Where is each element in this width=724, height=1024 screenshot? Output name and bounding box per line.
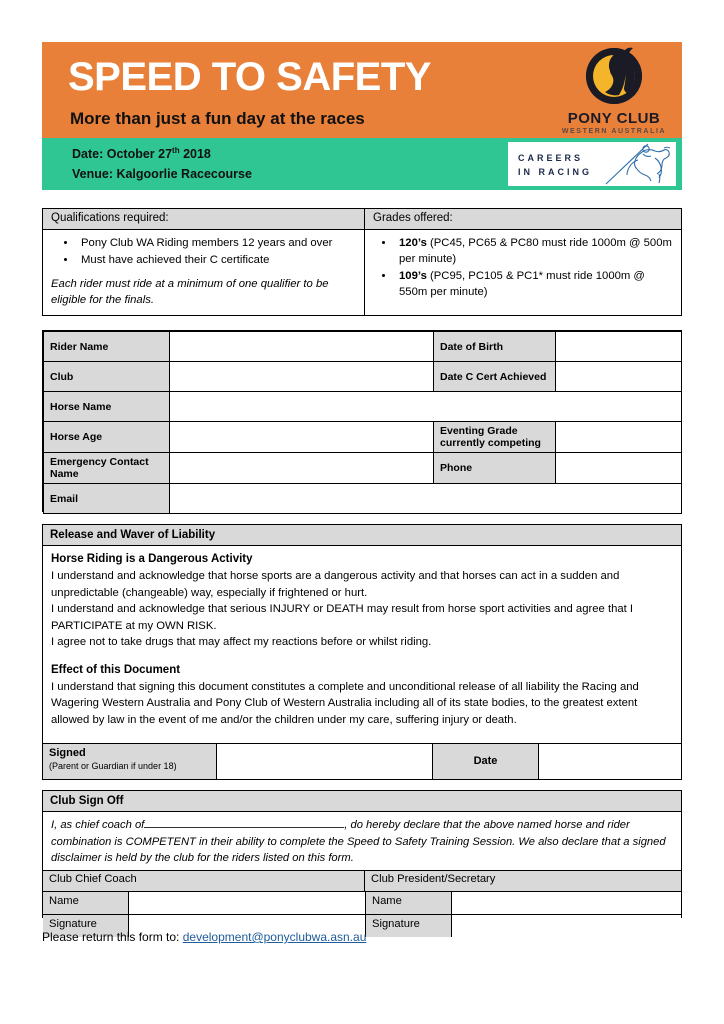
list-item: • Pony Club WA Riding members 12 years and over (77, 235, 356, 251)
qualifications-grades-header-row (43, 209, 681, 230)
list-item (395, 235, 673, 267)
rider-name-field[interactable] (170, 332, 434, 362)
footer-text: Please return this form to: (42, 930, 183, 944)
table-row (44, 422, 682, 453)
horse-name-field[interactable] (170, 392, 682, 422)
careers-in-racing-logo (508, 142, 676, 186)
club-president-secretary-header: Club President/Secretary (365, 871, 681, 891)
president-signature-field[interactable] (452, 915, 681, 937)
club-field[interactable] (170, 362, 434, 392)
event-date-label: Date: October 27 (72, 147, 173, 162)
grades-header: Grades offered: (365, 209, 681, 229)
coach-name-label: Name (43, 892, 129, 914)
table-row (44, 484, 682, 514)
club-label: Club (44, 362, 170, 392)
coach-signature-label: Signature (43, 915, 129, 937)
signature-row (43, 743, 681, 779)
date-c-cert-achieved-field[interactable] (556, 362, 682, 392)
table-row (366, 915, 681, 937)
release-waiver-section (42, 524, 682, 780)
careers-line-2: IN RACING (518, 167, 592, 177)
footer-return-instruction (42, 930, 366, 944)
table-row (44, 332, 682, 362)
banner-orange-band (42, 42, 682, 138)
dangerous-activity-paragraph-1: I understand and acknowledge that horse sports are a dangerous activity and that horses can act in a sudden and unpredictable (changeable) way, especially if frightened or hurt. (51, 570, 620, 599)
declaration-suffix: , do hereby declare that the above named horse and rider combination is COMPETENT in their ability to complete the Speed to Safety Training Session. We also declare that a signed disclaimer is held by the club for the riders listed on this form. (51, 819, 666, 864)
qualifications-grades-body-row (43, 230, 681, 316)
signed-label-cell (43, 744, 217, 779)
event-date-year: 2018 (179, 147, 211, 162)
paragraph-spacer (51, 651, 673, 662)
grade-label: 109’s (399, 270, 427, 282)
rider-details-grid (43, 331, 682, 514)
grade-label: 120’s (399, 237, 427, 249)
eventing-grade-field[interactable] (556, 422, 682, 453)
email-label: Email (44, 484, 170, 514)
qualifications-grades-table (42, 208, 682, 316)
rider-details-table (42, 330, 682, 512)
horse-name-label: Horse Name (44, 392, 170, 422)
release-body (43, 546, 681, 728)
club-signoff-section (42, 790, 682, 930)
rider-name-label: Rider Name (44, 332, 170, 362)
qualifications-bullet-list (51, 235, 356, 268)
table-row (366, 892, 681, 915)
club-roles-row (43, 871, 681, 892)
dangerous-activity-heading: Horse Riding is a Dangerous Activity (51, 553, 253, 565)
email-field[interactable] (170, 484, 682, 514)
banner-green-band (42, 138, 682, 190)
table-row (44, 362, 682, 392)
grades-bullet-list (369, 235, 673, 300)
grade-detail: (PC45, PC65 & PC80 must ride 1000m @ 500m per minute) (399, 237, 672, 265)
list-item (395, 268, 673, 300)
dangerous-activity-paragraph-3: I agree not to take drugs that may affect my reactions before or whilst riding. (51, 636, 432, 648)
qualifications-note: Each rider must ride at a minimum of one qualifier to be eligible for the finals. (51, 278, 329, 306)
emergency-contact-name-field[interactable] (170, 453, 434, 484)
release-section-header: Release and Waver of Liability (43, 525, 681, 546)
date-label: Date (433, 744, 539, 779)
date-field[interactable] (539, 744, 681, 779)
pony-club-logo (554, 46, 674, 138)
grades-cell (365, 230, 681, 316)
qualifications-header: Qualifications required: (43, 209, 365, 229)
dangerous-activity-paragraph-2: I understand and acknowledge that serious INJURY or DEATH may result from horse sport activities and agree that I PARTICIPATE at my OWN RISK. (51, 603, 634, 632)
page-title: SPEED TO SAFETY (68, 55, 431, 99)
careers-line-1: CAREERS (518, 153, 584, 163)
signed-sublabel: (Parent or Guardian if under 18) (49, 761, 177, 771)
jockey-horse-icon (602, 142, 674, 186)
date-of-birth-label: Date of Birth (434, 332, 556, 362)
club-president-column (365, 892, 681, 937)
grade-detail: (PC95, PC105 & PC1* must ride 1000m @ 550m per minute) (399, 270, 645, 298)
president-name-label: Name (366, 892, 452, 914)
banner-subtitle: More than just a fun day at the races (70, 109, 365, 128)
phone-label: Phone (434, 453, 556, 484)
club-signoff-header: Club Sign Off (43, 791, 681, 812)
signed-label: Signed (49, 747, 86, 759)
declaration-prefix: I, as chief coach of (51, 819, 145, 831)
horse-age-label: Horse Age (44, 422, 170, 453)
event-venue: Venue: Kalgoorlie Racecourse (72, 167, 252, 181)
horse-age-field[interactable] (170, 422, 434, 453)
list-item: • Must have achieved their C certificate (77, 252, 356, 268)
president-signature-label: Signature (366, 915, 452, 937)
phone-field[interactable] (556, 453, 682, 484)
event-date (72, 146, 211, 161)
pony-club-state: WESTERN AUSTRALIA (561, 128, 667, 135)
effect-of-document-heading: Effect of this Document (51, 663, 181, 676)
coach-name-field[interactable] (129, 892, 365, 914)
emergency-contact-name-label: Emergency Contact Name (44, 453, 170, 484)
pony-club-name: PONY CLUB (567, 110, 661, 127)
president-name-field[interactable] (452, 892, 681, 914)
careers-in-racing-text (518, 151, 592, 179)
pony-club-horse-icon (581, 46, 647, 110)
footer-email-link[interactable]: development@ponyclubwa.asn.au (182, 930, 367, 944)
table-row (43, 892, 365, 915)
event-banner (42, 42, 682, 190)
signed-field[interactable] (217, 744, 433, 779)
club-chief-coach-header: Club Chief Coach (43, 871, 365, 891)
event-date-suffix: th (172, 146, 180, 155)
date-of-birth-field[interactable] (556, 332, 682, 362)
date-c-cert-achieved-label: Date C Cert Achieved (434, 362, 556, 392)
table-row (44, 453, 682, 484)
club-declaration-text (43, 812, 681, 871)
effect-of-document-paragraph: I understand that signing this document constitutes a complete and unconditional release of all liability the Racing and Wagering Western Australia and Pony Club of Western Australia including all of its state bodies, to the greatest extent allowed by law in the event of me and/or the children under my care, suffering injury or death. (51, 680, 639, 726)
club-name-blank-line[interactable] (144, 816, 344, 828)
qualifications-cell (43, 230, 365, 316)
eventing-grade-label: Eventing Grade currently competing (434, 422, 556, 453)
table-row (44, 392, 682, 422)
